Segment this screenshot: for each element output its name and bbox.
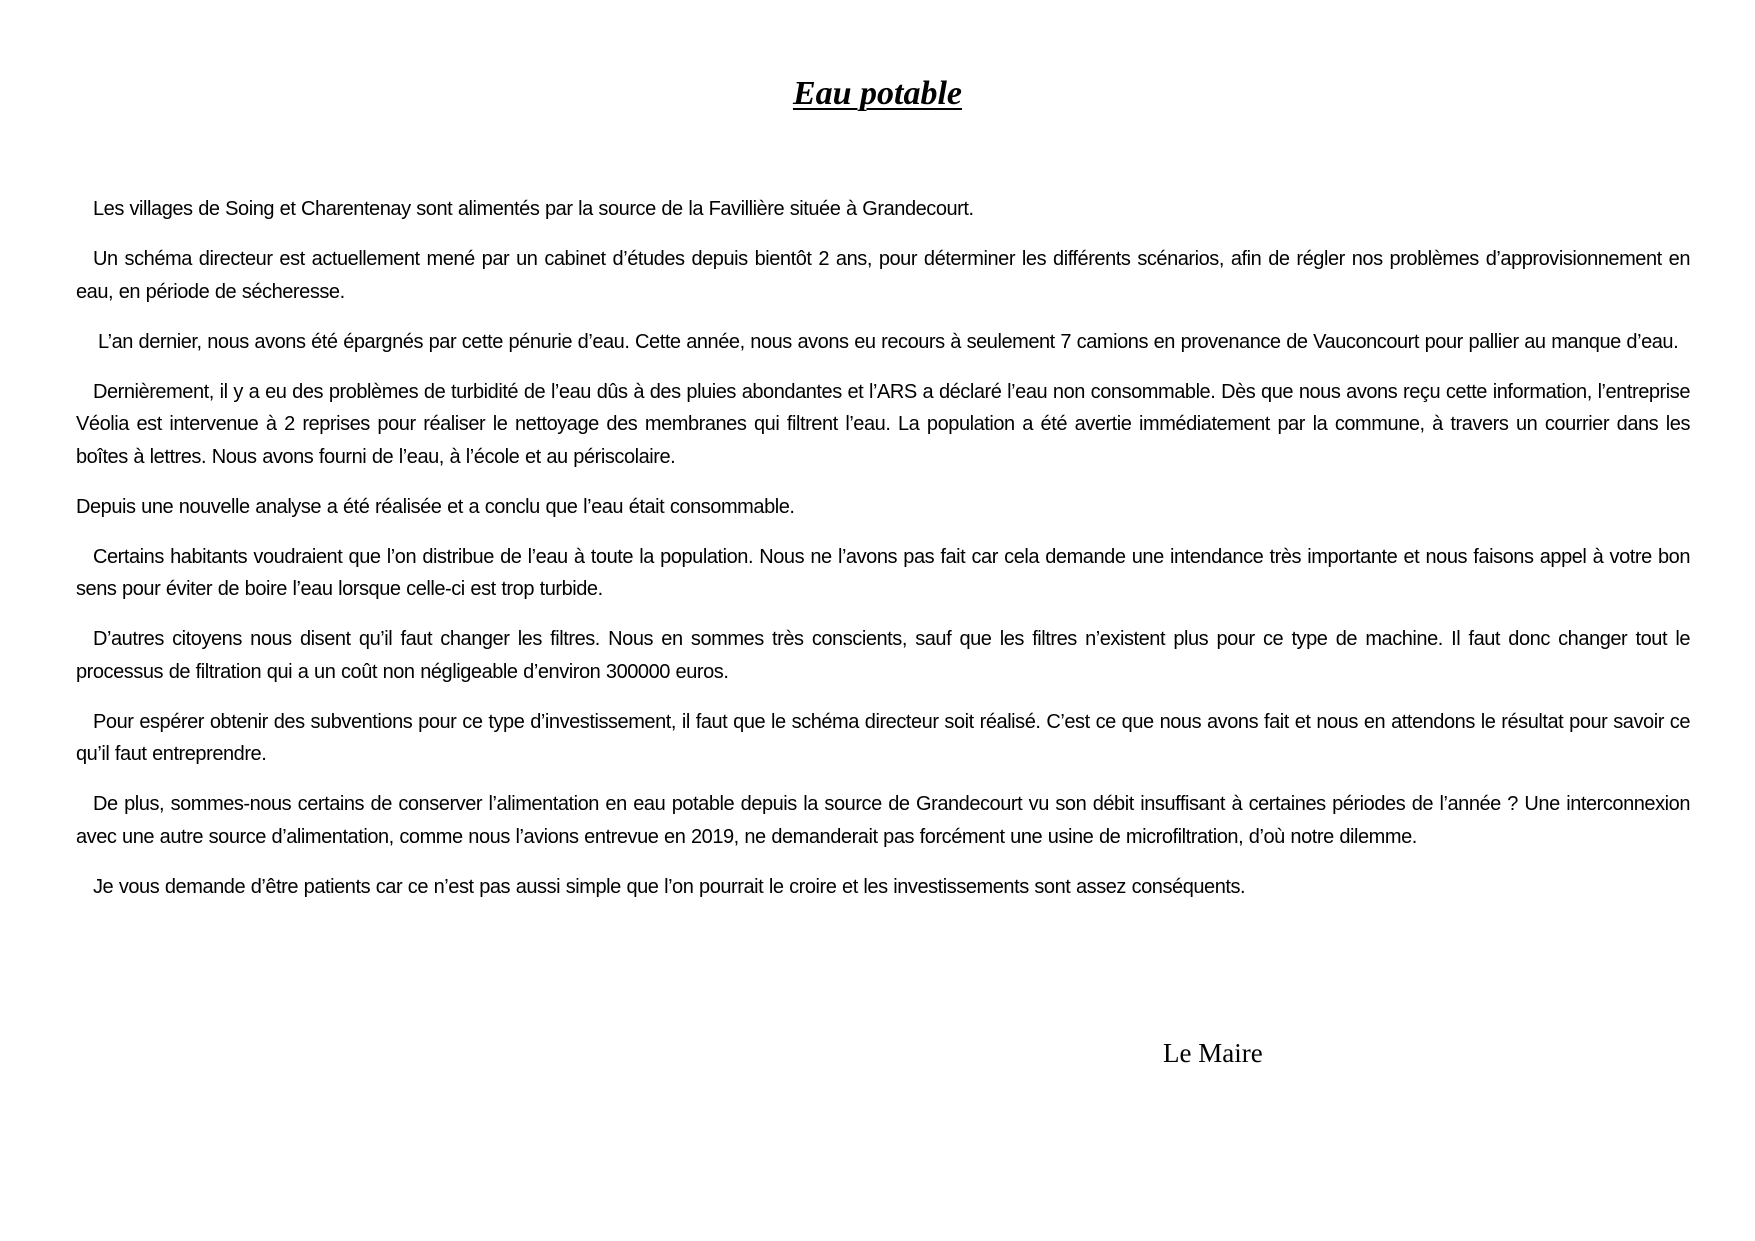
document-title <box>0 74 1755 114</box>
paragraph-water-shortage: L’an dernier, nous avons été épargnés par cette pénurie d’eau. Cette année, nous avons eu recours à seulement 7 camions en provenance de Vauconcourt pour pallier au manque d’eau. <box>98 330 1679 353</box>
paragraph-dilemma: De plus, sommes-nous certains de conserver l’alimentation en eau potable depuis la source de Grandecourt vu son débit insuffisant à certaines périodes de l’année ? Une interconnexion avec une autre source d’alimentation, comme nous l’avions entrevue en 2019, ne demanderait pas forcément une usine de microfiltration, d’où notre dilemme. <box>76 793 1690 848</box>
document-body <box>76 193 1690 921</box>
paragraph-turbidity: Dernièrement, il y a eu des problèmes de turbidité de l’eau dûs à des pluies abondantes et l’ARS a déclaré l’eau non consommable. Dès que nous avons reçu cette information, l’entreprise Véolia est intervenue à 2 reprises pour réaliser le nettoyage des membranes qui filtrent l’eau. La population a été avertie immédiatement par la commune, à travers un courrier dans les boîtes à lettres. Nous avons fourni de l’eau, à l’école et au périscolaire. <box>76 380 1690 468</box>
paragraph-master-plan: Un schéma directeur est actuellement mené par un cabinet d’études depuis bientôt 2 ans, pour déterminer les différents scénarios, afin de régler nos problèmes d’approvisionnement en eau, en période de sécheresse. <box>76 248 1690 303</box>
paragraph-patience: Je vous demande d’être patients car ce n’est pas aussi simple que l’on pourrait le croire et les investissements sont assez conséquents. <box>93 875 1246 898</box>
paragraph-water-distribution: Certains habitants voudraient que l’on distribue de l’eau à toute la population. Nous ne l’avons pas fait car cela demande une intendance très importante et nous faisons appel à votre bon sens pour éviter de boire l’eau lorsque celle-ci est trop turbide. <box>76 545 1690 600</box>
paragraph-water-source: Les villages de Soing et Charentenay sont alimentés par la source de la Favillière située à Grandecourt. <box>93 198 974 220</box>
document-title-text: Eau potable <box>792 75 963 112</box>
signature: Le Maire <box>1163 1038 1263 1068</box>
paragraph-subsidies: Pour espérer obtenir des subventions pour ce type d’investissement, il faut que le schéma directeur soit réalisé. C’est ce que nous avons fait et nous en attendons le résultat pour savoir ce qu’il faut entreprendre. <box>76 710 1690 765</box>
paragraph-filters: D’autres citoyens nous disent qu’il faut changer les filtres. Nous en sommes très conscients, sauf que les filtres n’existent plus pour ce type de machine. Il faut donc changer tout le processus de filtration qui a un coût non négligeable d’environ 300000 euros. <box>76 628 1690 683</box>
paragraph-new-analysis: Depuis une nouvelle analyse a été réalisée et a conclu que l’eau était consommable. <box>76 495 795 518</box>
